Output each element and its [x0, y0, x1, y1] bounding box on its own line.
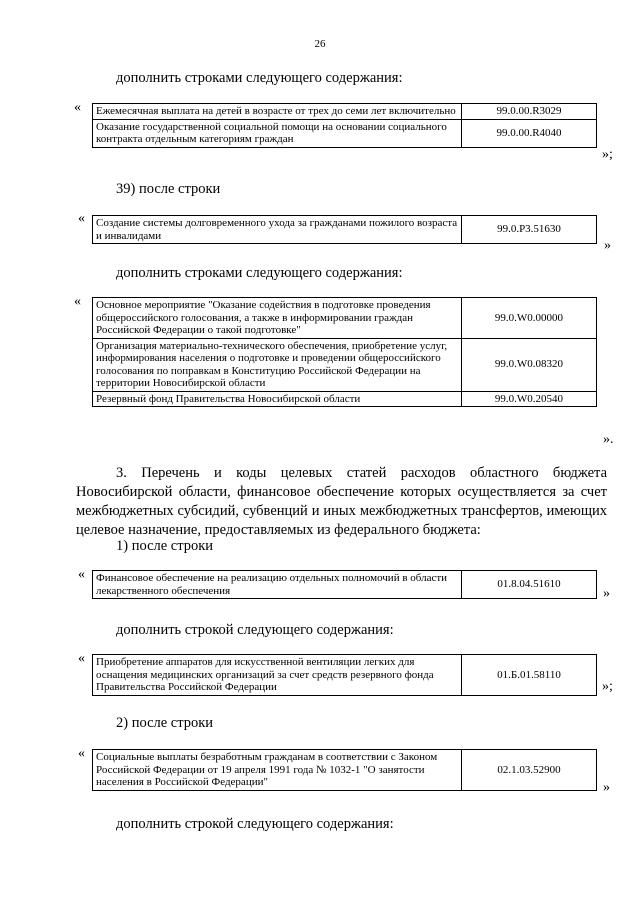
row-name: Создание системы долговременного ухода за гражданами пожилого возраста и инвалидами: [93, 216, 462, 244]
row-name: Резервный фонд Правительства Новосибирской области: [93, 391, 462, 407]
row-name: Оказание государственной социальной помощи на основании социального контракта отдельным категориям граждан: [93, 119, 462, 147]
budget-table-1: [92, 103, 597, 148]
open-quote: «: [74, 294, 81, 309]
close-quote: »: [603, 780, 610, 795]
instruction-line: 39) после строки: [116, 181, 221, 197]
open-quote: «: [78, 746, 85, 761]
open-quote: «: [78, 211, 85, 226]
instruction-line: дополнить строкой следующего содержания:: [116, 816, 394, 832]
table-row: [93, 119, 597, 147]
row-code: 99.0.00.R4040: [462, 119, 597, 147]
budget-table-2: [92, 215, 597, 244]
table-row: [93, 750, 597, 791]
close-quote: »;: [602, 147, 613, 162]
row-name: Финансовое обеспечение на реализацию отдельных полномочий в области лекарственного обеспечения: [93, 571, 462, 599]
row-code: 99.0.W0.00000: [462, 298, 597, 339]
budget-table-4: [92, 570, 597, 599]
section-paragraph: 3. Перечень и коды целевых статей расходов областного бюджета Новосибирской области, финансовое обеспечение которых осуществляется за счет межбюджетных субсидий, субвенций и иных межбюджетных трансфертов, имеющих целевое назначение, предоставляемых из федерального бюджета:: [76, 465, 607, 538]
open-quote: «: [74, 100, 81, 115]
table-row: [93, 338, 597, 391]
table-row: [93, 571, 597, 599]
close-quote: »;: [602, 679, 613, 694]
row-name: Основное мероприятие "Оказание содействия в подготовке проведения общероссийского голосования, а также в информировании граждан Российской Федерации о такой подготовке": [93, 298, 462, 339]
row-name: Социальные выплаты безработным гражданам в соответствии с Законом Российской Федерации от 19 апреля 1991 года № 1032-1 "О занятости населения в Российской Федерации": [93, 750, 462, 791]
instruction-line: дополнить строками следующего содержания:: [116, 265, 403, 281]
budget-table-6: [92, 749, 597, 791]
table-row: [93, 391, 597, 407]
row-code: 99.0.00.R3029: [462, 104, 597, 120]
table-row: [93, 655, 597, 696]
row-code: 99.0.P3.51630: [462, 216, 597, 244]
table-row: [93, 104, 597, 120]
row-code: 01.Б.01.58110: [462, 655, 597, 696]
instruction-line: дополнить строкой следующего содержания:: [116, 622, 394, 638]
instruction-line: 2) после строки: [116, 715, 214, 731]
row-code: 01.8.04.51610: [462, 571, 597, 599]
row-name: Организация материально-технического обеспечения, приобретение услуг, информирования населения о подготовке и проведении общероссийского голосования по поправкам в Конституцию Российской Федерации на территории Новосибирской области: [93, 338, 462, 391]
row-code: 99.0.W0.08320: [462, 338, 597, 391]
table-row: [93, 216, 597, 244]
row-code: 99.0.W0.20540: [462, 391, 597, 407]
instruction-line: дополнить строками следующего содержания:: [116, 70, 403, 86]
budget-table-5: [92, 654, 597, 696]
open-quote: «: [78, 651, 85, 666]
close-quote: »: [604, 238, 611, 253]
row-name: Ежемесячная выплата на детей в возрасте от трех до семи лет включительно: [93, 104, 462, 120]
page-number: 26: [314, 38, 326, 50]
close-quote: »: [603, 586, 610, 601]
close-quote: ».: [603, 432, 614, 447]
instruction-line: 1) после строки: [116, 538, 214, 554]
row-code: 02.1.03.52900: [462, 750, 597, 791]
row-name: Приобретение аппаратов для искусственной вентиляции легких для оснащения медицинских организаций за счет средств резервного фонда Правительства Российской Федерации: [93, 655, 462, 696]
open-quote: «: [78, 567, 85, 582]
budget-table-3: [92, 297, 597, 407]
table-row: [93, 298, 597, 339]
